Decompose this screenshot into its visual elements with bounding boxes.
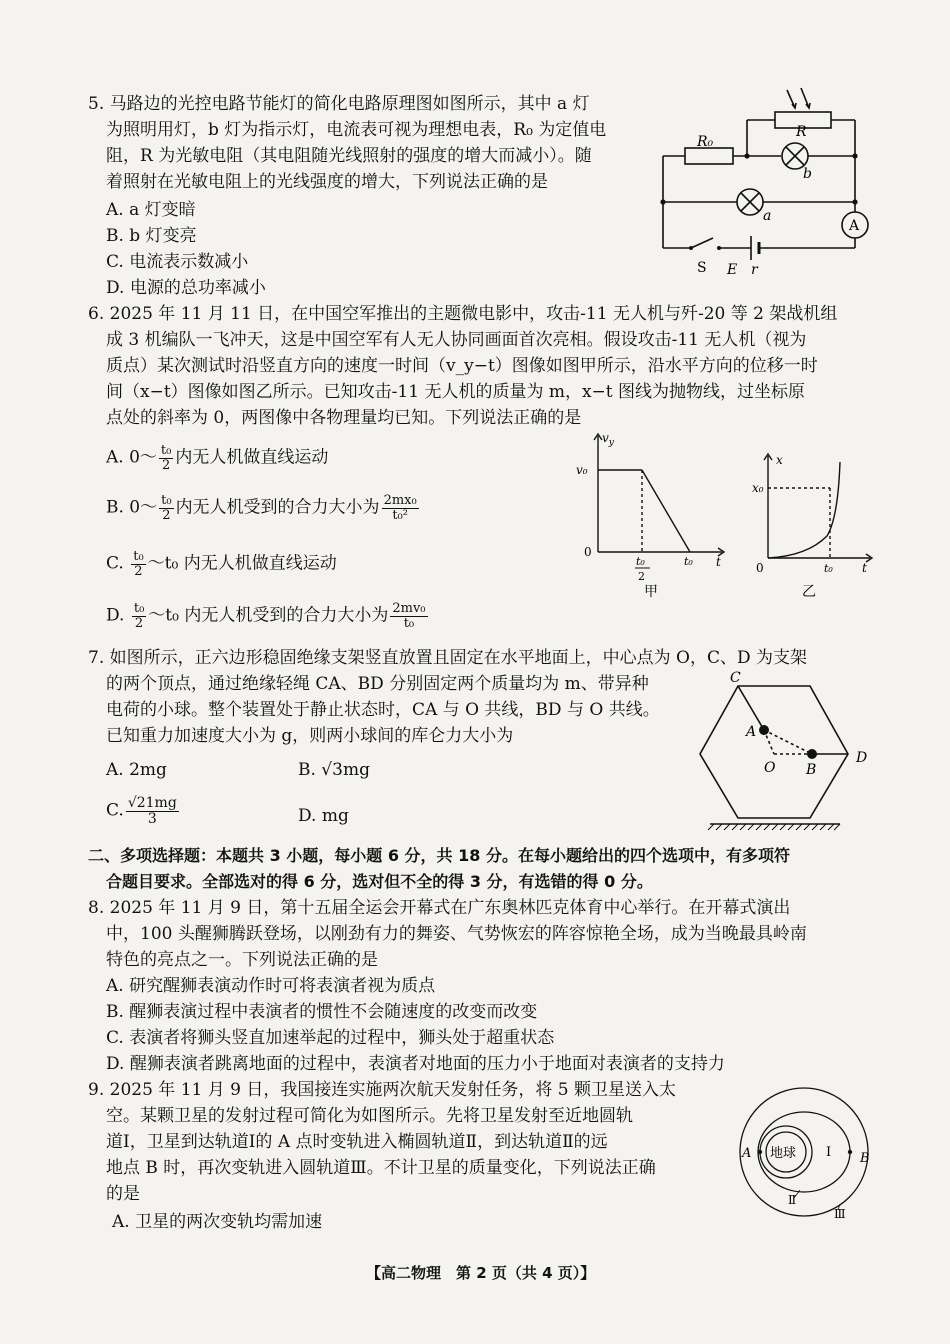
q9-fig-label-orbit-1: Ⅰ	[826, 1145, 832, 1160]
q7-fig-label-O: O	[764, 760, 776, 776]
q6-d-pre: D.	[106, 605, 130, 626]
q6-option-a	[106, 444, 328, 472]
q6-b-pre: B. 0～	[106, 497, 158, 518]
q6-b-force-den: t₀²	[392, 507, 408, 523]
q6-a-frac-den: 2	[161, 457, 171, 473]
q6-figure-jia	[572, 428, 732, 603]
q9-line-4: 地点 B 时，再次变轨进入圆轨道Ⅲ。不计卫星的质量变化，下列说法正确	[106, 1158, 656, 1178]
q5-line-2: 为照明用灯，b 灯为指示灯，电流表可视为理想电表，R₀ 为定值电	[106, 120, 607, 140]
q6-c-frac-den: 2	[134, 563, 143, 579]
q6-jia-label-t0: t₀	[684, 555, 693, 568]
q9-fig-label-orbit-2: Ⅱ	[788, 1193, 797, 1207]
q5-fig-label-E: E	[727, 262, 738, 278]
q5-fig-label-b: b	[803, 166, 812, 182]
q7-line-3: 电荷的小球。整个装置处于静止状态时，CA 与 O 共线，BD 与 O 共线。	[106, 700, 660, 720]
q6-b-force-num: 2mx₀	[383, 493, 417, 508]
q6-line-2: 成 3 机编队一飞冲天，这是中国空军有人无人协同画面首次亮相。假设攻击-11 无人机（视为	[106, 330, 807, 350]
q6-yi-label-t0: t₀	[824, 562, 833, 575]
q9-fig-earth-label: 地球	[770, 1146, 797, 1161]
q8-option-b: B. 醒狮表演过程中表演者的惯性不会随速度的改变而改变	[106, 1002, 538, 1022]
q6-yi-axis-t: t	[862, 561, 867, 575]
q9-fig-label-orbit-3: Ⅲ	[834, 1207, 846, 1220]
q6-a-frac	[159, 444, 173, 472]
q5-line-1: 5. 马路边的光控电路节能灯的简化电路原理图如图所示，其中 a 灯	[88, 94, 590, 114]
q7-option-c	[106, 796, 181, 826]
q6-option-d	[106, 602, 430, 630]
q9-fig-label-A: A	[742, 1146, 752, 1161]
q7-option-d: D. mg	[298, 806, 349, 826]
q7-fig-label-A: A	[746, 724, 757, 740]
q5-circuit-figure	[655, 80, 870, 280]
q5-line-3: 阻，R 为光敏电阻（其电阻随光线照射的强度的增大而减小）。随	[106, 146, 592, 166]
q6-d-force	[390, 602, 427, 630]
q5-option-b: B. b 灯变亮	[106, 226, 197, 246]
q6-line-4: 间（x−t）图像如图乙所示。已知攻击-11 无人机的质量为 m，x−t 图线为抛物线，过坐标原	[106, 382, 806, 402]
q6-line-3: 质点）某次测试时沿竖直方向的速度一时间（v_y−t）图像如图甲所示，沿水平方向的位移一时	[106, 356, 818, 376]
q5-fig-label-R: R	[796, 124, 807, 140]
q7-line-2: 的两个顶点，通过绝缘轻绳 CA、BD 分别固定两个质量均为 m、带异种	[106, 674, 649, 694]
q6-jia-origin: 0	[584, 545, 592, 559]
q9-fig-label-B: B	[860, 1151, 870, 1166]
q6-c-frac-num: t₀	[133, 549, 144, 564]
q6-figure-yi	[752, 448, 877, 603]
q6-d-frac	[132, 602, 146, 630]
q9-option-a: A. 卫星的两次变轨均需加速	[112, 1212, 323, 1232]
q6-d-frac-num: t₀	[133, 601, 145, 616]
q6-b-frac-den: 2	[162, 507, 171, 523]
q7-c-frac-den: 3	[147, 810, 157, 827]
q6-jia-label-t0half-num: t₀	[636, 555, 645, 568]
q7-c-frac-num: √21mg	[127, 795, 177, 811]
q8-line-2: 中，100 头醒狮腾跃登场，以刚劲有力的舞姿、气势恢宏的阵容惊艳全场，成为当晚最具岭南	[106, 924, 807, 944]
q8-line-3: 特色的亮点之一。下列说法正确的是	[106, 950, 378, 970]
q7-fig-label-D: D	[856, 750, 868, 766]
q6-a-post: 内无人机做直线运动	[175, 447, 329, 468]
q7-option-b: B. √3mg	[298, 760, 370, 780]
q9-line-3: 道Ⅰ，卫星到达轨道Ⅰ的 A 点时变轨进入椭圆轨道Ⅱ，到达轨道Ⅱ的远	[106, 1132, 608, 1152]
q5-fig-label-r: r	[751, 262, 758, 278]
q6-yi-caption: 乙	[802, 584, 816, 600]
q6-c-frac	[131, 550, 145, 578]
q6-option-c	[106, 550, 337, 578]
q6-d-mid: ～t₀ 内无人机受到的合力大小为	[148, 605, 389, 626]
q9-line-5: 的是	[106, 1184, 140, 1204]
q7-fig-label-C: C	[730, 670, 741, 686]
q7-c-pre: C.	[106, 800, 124, 821]
q6-yi-origin: 0	[756, 561, 764, 575]
q6-jia-axis-t: t	[716, 555, 721, 569]
q7-fig-label-B: B	[806, 762, 817, 778]
q8-option-a: A. 研究醒狮表演动作时可将表演者视为质点	[106, 976, 436, 996]
q9-line-1: 9. 2025 年 11 月 9 日，我国接连实施两次航天发射任务，将 5 颗卫星送入太	[88, 1080, 676, 1100]
q6-line-1: 6. 2025 年 11 月 11 日，在中国空军推出的主题微电影中，攻击-11 无人机与歼-20 等 2 架战机组	[88, 304, 838, 324]
q5-fig-label-R0: R₀	[697, 134, 714, 150]
q6-b-force	[382, 494, 419, 522]
q7-c-frac	[126, 796, 179, 826]
q6-d-frac-den: 2	[134, 615, 144, 631]
q6-d-force-den: t₀	[403, 615, 415, 631]
q5-fig-label-S: S	[697, 260, 707, 276]
q6-b-frac	[159, 494, 173, 522]
q6-d-force-num: 2mv₀	[392, 601, 426, 616]
q6-jia-caption: 甲	[644, 584, 658, 600]
q8-line-1: 8. 2025 年 11 月 9 日，第十五届全运会开幕式在广东奥林匹克体育中心举行。在开幕式演出	[88, 898, 791, 918]
page-footer: 【高二物理 第 2 页（共 4 页）】	[366, 1264, 596, 1282]
q7-hexagon-figure	[690, 668, 880, 833]
q6-a-pre: A. 0～	[106, 447, 157, 468]
q5-line-4: 着照射在光敏电阻上的光线强度的增大，下列说法正确的是	[106, 172, 548, 192]
q6-a-frac-num: t₀	[160, 443, 172, 458]
q6-line-5: 点处的斜率为 0，两图像中各物理量均已知。下列说法正确的是	[106, 408, 582, 428]
q6-yi-axis-x: x	[776, 453, 783, 467]
q8-option-d: D. 醒狮表演者跳离地面的过程中，表演者对地面的压力小于地面对表演者的支持力	[106, 1054, 725, 1074]
q7-line-1: 7. 如图所示，正六边形稳固绝缘支架竖直放置且固定在水平地面上，中心点为 O，C、D 为支架	[88, 648, 808, 668]
q6-jia-label-v0: v₀	[576, 463, 588, 477]
q6-b-frac-num: t₀	[161, 493, 172, 508]
q5-fig-label-a: a	[763, 208, 772, 224]
q7-line-4: 已知重力加速度大小为 g，则两小球间的库仑力大小为	[106, 726, 514, 746]
q6-c-pre: C.	[106, 553, 130, 574]
section-2-line-1: 二、多项选择题：本题共 3 小题，每小题 6 分，共 18 分。在每小题给出的四个选项中，有多项符	[88, 846, 790, 865]
q6-yi-label-x0: x₀	[752, 481, 764, 495]
q7-option-a: A. 2mg	[106, 760, 167, 780]
q9-line-2: 空。某颗卫星的发射过程可简化为如图所示。先将卫星发射至近地圆轨	[106, 1106, 633, 1126]
q6-jia-label-t0half-den: 2	[638, 570, 645, 583]
q5-option-a: A. a 灯变暗	[106, 200, 196, 220]
q8-option-c: C. 表演者将狮头竖直加速举起的过程中，狮头处于超重状态	[106, 1028, 555, 1048]
q5-option-d: D. 电源的总功率减小	[106, 278, 266, 298]
q6-b-mid: 内无人机受到的合力大小为	[175, 497, 380, 518]
q6-jia-axis-vy: $v_y$	[602, 431, 614, 448]
q5-option-c: C. 电流表示数减小	[106, 252, 249, 272]
q9-orbit-figure	[722, 1080, 882, 1220]
q5-fig-label-ammeter: A	[849, 218, 860, 234]
section-2-line-2: 合题目要求。全部选对的得 6 分，选对但不全的得 3 分，有选错的得 0 分。	[106, 872, 653, 891]
q6-c-post: ～t₀ 内无人机做直线运动	[147, 553, 337, 574]
q6-option-b	[106, 494, 421, 522]
